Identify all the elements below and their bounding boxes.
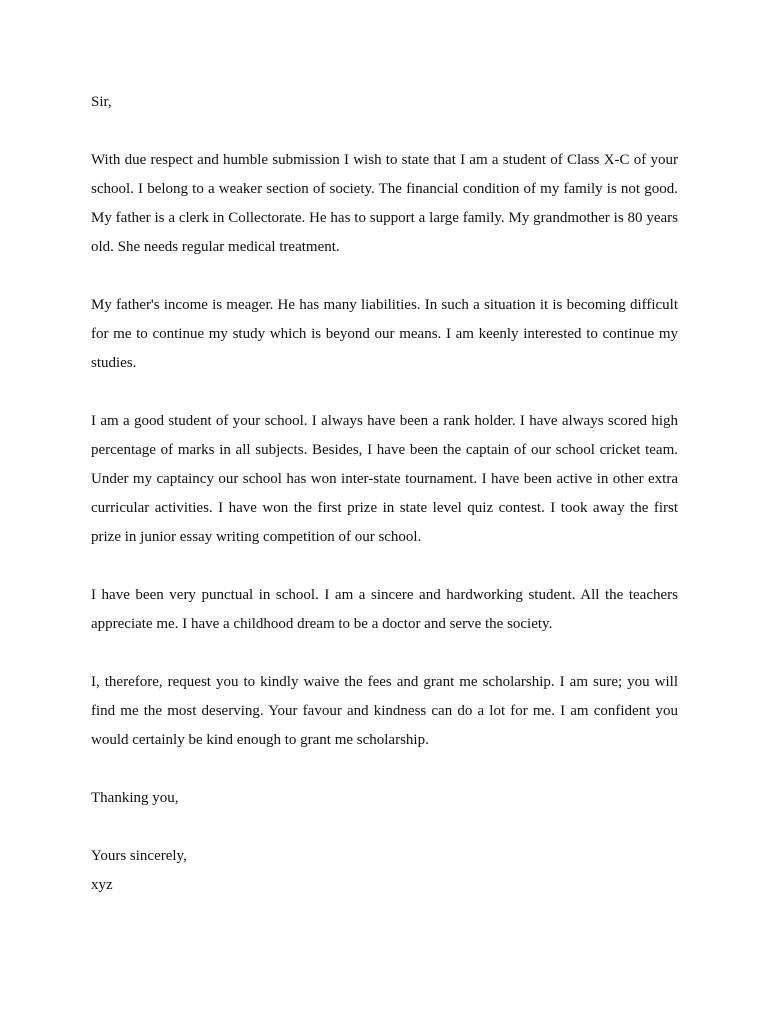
paragraph-1: With due respect and humble submission I wish to state that I am a student of Class X-C of your school. I belong to a weaker section of society. The financial condition of my family is not good. My father is a clerk in Collectorate. He has to support a large family. My grandmother is 80 years old. She needs regular medical treatment. [91,152,678,255]
paragraph-4: I have been very punctual in school. I am a sincere and hardworking student. All the teachers appreciate me. I have a childhood dream to be a doctor and serve the society. [91,587,678,632]
signature-name: xyz [91,877,113,893]
paragraph-5: I, therefore, request you to kindly waive the fees and grant me scholarship. I am sure; you will find me the most deserving. Your favour and kindness can do a lot for me. I am confident you would certainly be kind enough to grant me scholarship. [91,674,678,748]
closing-line: Thanking you, [91,790,179,806]
paragraph-3: I am a good student of your school. I always have been a rank holder. I have always scored high percentage of marks in all subjects. Besides, I have been the captain of our school cricket team. Under my captaincy our school has won inter-state tournament. I have been active in other extra curricular activities. I have won the first prize in state level quiz contest. I took away the first prize in junior essay writing competition of our school. [91,413,678,545]
paragraph-2: My father's income is meager. He has many liabilities. In such a situation it is becoming difficult for me to continue my study which is beyond our means. I am keenly interested to continue my studies. [91,297,678,371]
letter-body [91,88,678,900]
signoff-line: Yours sincerely, [91,848,187,864]
salutation: Sir, [91,94,112,110]
